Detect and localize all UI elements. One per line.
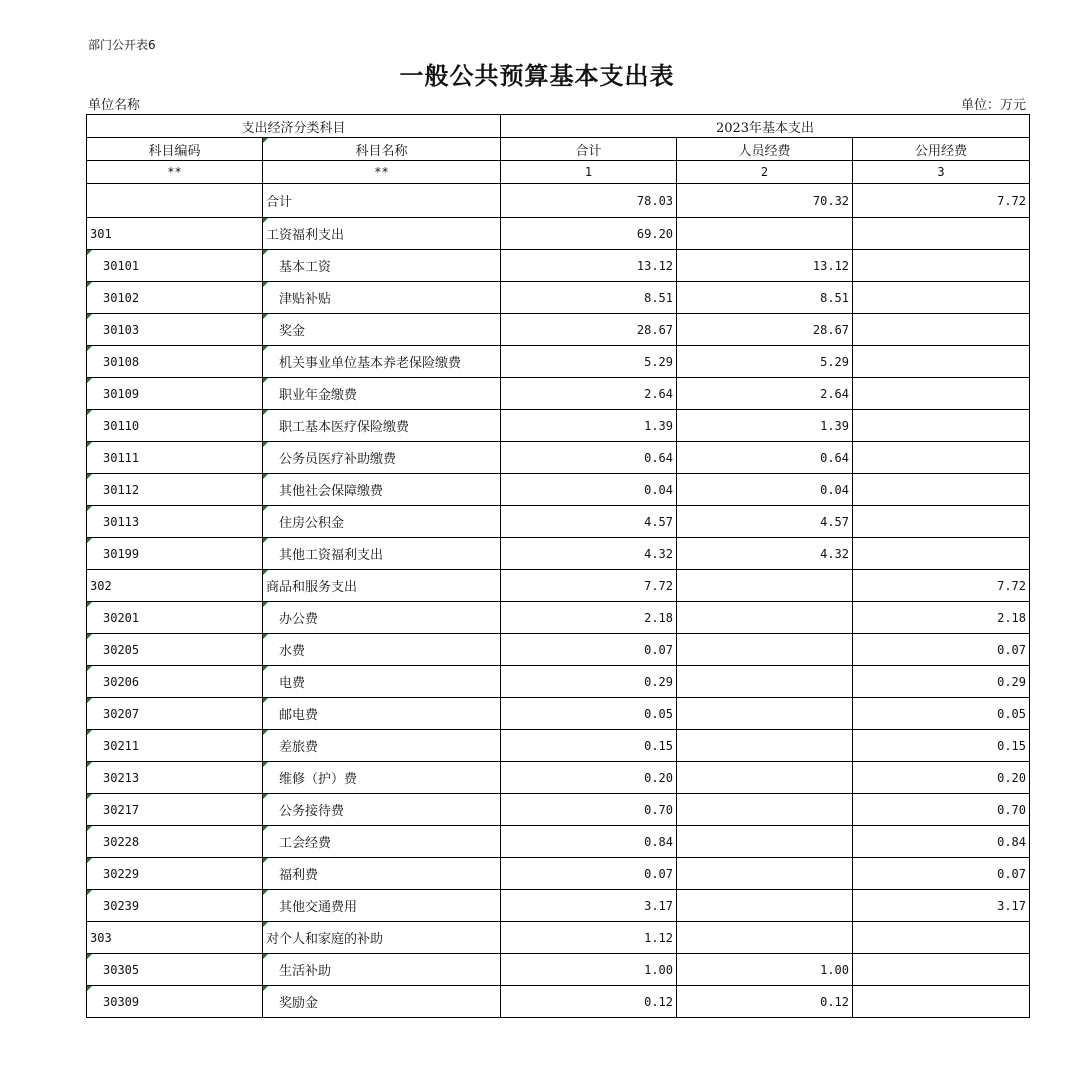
cell-public: 0.05 [853,698,1030,730]
cell-code: 30309 [87,986,263,1018]
cell-name: 住房公积金 [263,506,501,538]
cell-total: 5.29 [501,346,677,378]
cell-public: 2.18 [853,602,1030,634]
cell-personnel: 2.64 [677,378,853,410]
cell-name: 水费 [263,634,501,666]
cell-code: 30103 [87,314,263,346]
cell-public: 0.07 [853,858,1030,890]
cell-name: 合计 [263,184,501,218]
cell-public [853,314,1030,346]
cell-public: 0.29 [853,666,1030,698]
cell-personnel [677,826,853,858]
cell-name: 职业年金缴费 [263,378,501,410]
cell-total: 69.20 [501,218,677,250]
cell-personnel: 70.32 [677,184,853,218]
table-row [87,506,1030,538]
table-row [87,730,1030,762]
index-total: 1 [501,161,677,184]
cell-name: 奖金 [263,314,501,346]
cell-public: 0.20 [853,762,1030,794]
cell-public: 7.72 [853,184,1030,218]
cell-personnel [677,762,853,794]
cell-personnel: 4.32 [677,538,853,570]
cell-personnel: 1.39 [677,410,853,442]
cell-code: 30201 [87,602,263,634]
table-row [87,282,1030,314]
cell-personnel [677,634,853,666]
cell-personnel: 0.12 [677,986,853,1018]
cell-code: 30108 [87,346,263,378]
cell-personnel [677,570,853,602]
cell-name: 其他工资福利支出 [263,538,501,570]
cell-personnel: 28.67 [677,314,853,346]
cell-total: 0.07 [501,858,677,890]
page-title: 一般公共预算基本支出表 [399,61,675,90]
cell-personnel: 5.29 [677,346,853,378]
cell-name: 生活补助 [263,954,501,986]
cell-total: 3.17 [501,890,677,922]
cell-personnel [677,922,853,954]
cell-personnel: 8.51 [677,282,853,314]
table-row [87,570,1030,602]
cell-total: 0.15 [501,730,677,762]
cell-public: 7.72 [853,570,1030,602]
cell-total: 0.70 [501,794,677,826]
cell-total: 0.12 [501,986,677,1018]
cell-personnel [677,890,853,922]
table-row [87,250,1030,282]
cell-personnel: 13.12 [677,250,853,282]
cell-code: 30109 [87,378,263,410]
cell-code: 30112 [87,474,263,506]
unit-name-label: 单位名称 [88,98,141,113]
cell-code: 30199 [87,538,263,570]
cell-total: 0.84 [501,826,677,858]
cell-public: 0.84 [853,826,1030,858]
index-personnel: 2 [677,161,853,184]
cell-name: 工资福利支出 [263,218,501,250]
cell-public: 0.70 [853,794,1030,826]
cell-total: 2.18 [501,602,677,634]
cell-public [853,410,1030,442]
cell-total: 2.64 [501,378,677,410]
header-public: 公用经费 [853,138,1030,161]
table-row [87,986,1030,1018]
table-row [87,634,1030,666]
cell-total: 28.67 [501,314,677,346]
table-row [87,826,1030,858]
cell-name: 福利费 [263,858,501,890]
index-name: ** [263,161,501,184]
cell-total: 1.00 [501,954,677,986]
cell-public [853,250,1030,282]
table-row [87,314,1030,346]
cell-personnel [677,858,853,890]
cell-public [853,538,1030,570]
cell-total: 13.12 [501,250,677,282]
cell-name: 工会经费 [263,826,501,858]
cell-name: 维修（护）费 [263,762,501,794]
cell-name: 其他交通费用 [263,890,501,922]
table-row [87,346,1030,378]
cell-personnel [677,730,853,762]
cell-name: 电费 [263,666,501,698]
header-row-columns [87,138,1030,161]
header-year-expenditure: 2023年基本支出 [501,115,1030,138]
cell-total: 78.03 [501,184,677,218]
table-row [87,474,1030,506]
cell-public [853,218,1030,250]
table-row [87,218,1030,250]
header-classification: 支出经济分类科目 [87,115,501,138]
table-row [87,602,1030,634]
table-row [87,922,1030,954]
cell-total: 1.39 [501,410,677,442]
header-name: 科目名称 [263,138,501,161]
cell-code: 30239 [87,890,263,922]
header-personnel: 人员经费 [677,138,853,161]
cell-total: 0.07 [501,634,677,666]
table-row [87,410,1030,442]
table-row [87,762,1030,794]
cell-personnel: 4.57 [677,506,853,538]
cell-personnel [677,794,853,826]
budget-table [86,114,1030,1018]
table-row [87,442,1030,474]
cell-total: 7.72 [501,570,677,602]
header-total: 合计 [501,138,677,161]
cell-code: 301 [87,218,263,250]
cell-name: 办公费 [263,602,501,634]
cell-code: 30228 [87,826,263,858]
cell-name: 对个人和家庭的补助 [263,922,501,954]
table-row [87,954,1030,986]
cell-personnel [677,218,853,250]
cell-name: 商品和服务支出 [263,570,501,602]
currency-unit-label: 单位：万元 [960,98,1026,113]
cell-code: 30110 [87,410,263,442]
cell-name: 公务接待费 [263,794,501,826]
cell-total: 0.20 [501,762,677,794]
cell-public [853,506,1030,538]
cell-code: 30211 [87,730,263,762]
cell-code: 30229 [87,858,263,890]
cell-code: 30213 [87,762,263,794]
header-code: 科目编码 [87,138,263,161]
cell-code: 303 [87,922,263,954]
cell-public [853,474,1030,506]
cell-public: 3.17 [853,890,1030,922]
cell-code: 30102 [87,282,263,314]
cell-code [87,184,263,218]
cell-name: 公务员医疗补助缴费 [263,442,501,474]
table-row [87,698,1030,730]
cell-code: 30305 [87,954,263,986]
cell-personnel: 1.00 [677,954,853,986]
cell-total: 4.32 [501,538,677,570]
cell-public [853,282,1030,314]
cell-total: 0.29 [501,666,677,698]
cell-total: 1.12 [501,922,677,954]
cell-personnel: 0.04 [677,474,853,506]
index-code: ** [87,161,263,184]
cell-code: 30205 [87,634,263,666]
cell-name: 机关事业单位基本养老保险缴费 [263,346,501,378]
cell-code: 30206 [87,666,263,698]
cell-personnel [677,698,853,730]
cell-total: 4.57 [501,506,677,538]
cell-public [853,378,1030,410]
table-row [87,538,1030,570]
cell-code: 30111 [87,442,263,474]
cell-name: 其他社会保障缴费 [263,474,501,506]
index-public: 3 [853,161,1030,184]
cell-name: 邮电费 [263,698,501,730]
cell-personnel [677,602,853,634]
cell-total: 0.04 [501,474,677,506]
cell-code: 30207 [87,698,263,730]
cell-name: 职工基本医疗保险缴费 [263,410,501,442]
cell-public [853,442,1030,474]
cell-personnel [677,666,853,698]
cell-public [853,986,1030,1018]
cell-public [853,922,1030,954]
table-row [87,184,1030,218]
cell-code: 30113 [87,506,263,538]
cell-code: 302 [87,570,263,602]
cell-name: 基本工资 [263,250,501,282]
cell-public [853,954,1030,986]
cell-personnel: 0.64 [677,442,853,474]
table-row [87,890,1030,922]
table-row [87,858,1030,890]
cell-public: 0.07 [853,634,1030,666]
cell-code: 30217 [87,794,263,826]
cell-name: 奖励金 [263,986,501,1018]
cell-public: 0.15 [853,730,1030,762]
table-row [87,378,1030,410]
cell-code: 30101 [87,250,263,282]
cell-name: 津贴补贴 [263,282,501,314]
table-row [87,794,1030,826]
cell-total: 8.51 [501,282,677,314]
cell-public [853,346,1030,378]
header-row-index [87,161,1030,184]
cell-total: 0.05 [501,698,677,730]
table-row [87,666,1030,698]
header-row-group [87,115,1030,138]
cell-name: 差旅费 [263,730,501,762]
cell-total: 0.64 [501,442,677,474]
document-tag: 部门公开表6 [88,38,156,52]
